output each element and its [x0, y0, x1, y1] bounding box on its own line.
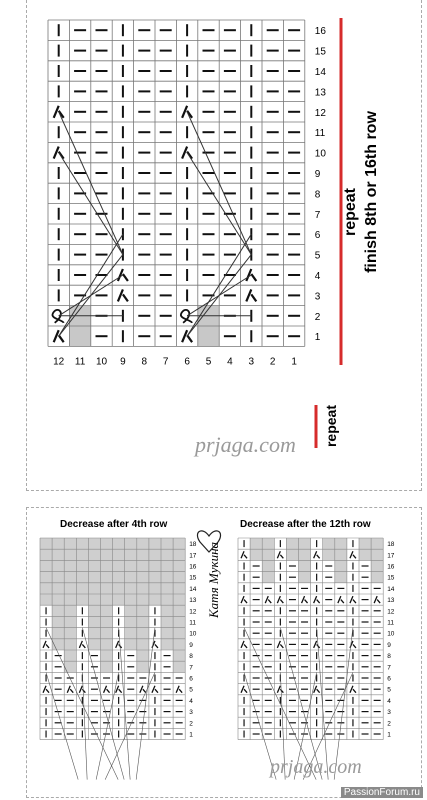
- no-stitch-cell: [69, 326, 90, 346]
- row-number-label: 15: [387, 574, 395, 582]
- column-number-label: 5: [205, 356, 212, 368]
- active-cell: [347, 684, 359, 695]
- row-number-label: 2: [189, 720, 193, 728]
- column-number-label: 9: [120, 356, 126, 368]
- row-number-label: 14: [314, 67, 326, 78]
- no-stitch-cell: [198, 326, 219, 346]
- active-cell: [113, 639, 125, 650]
- row-number-label: 13: [314, 87, 326, 99]
- decrease-symbol: [246, 289, 256, 301]
- main-knitting-chart: [48, 20, 326, 367]
- row-number-label: 15: [189, 574, 197, 582]
- row-number-label: 18: [387, 541, 395, 549]
- row-number-label: 10: [387, 630, 395, 638]
- row-number-label: 5: [189, 686, 193, 694]
- active-cell: [173, 684, 185, 695]
- column-number-label: 6: [184, 356, 190, 368]
- column-number-label: 3: [248, 356, 255, 368]
- row-number-label: 12: [314, 107, 326, 119]
- watermark-bottom: prjaga.com: [270, 756, 362, 778]
- active-cell: [149, 684, 161, 695]
- signature-text: Катя Мукина: [206, 541, 221, 619]
- row-number-label: 6: [189, 675, 193, 683]
- row-number-label: 4: [387, 697, 391, 705]
- row-number-label: 8: [189, 653, 193, 661]
- decrease-after-4th-chart: [40, 538, 197, 780]
- column-number-label: 12: [53, 356, 65, 368]
- row-number-label: 8: [387, 653, 391, 661]
- active-cell: [274, 684, 286, 695]
- row-number-label: 7: [314, 209, 321, 221]
- row-number-label: 6: [314, 230, 321, 242]
- row-number-label: 16: [387, 563, 395, 571]
- column-number-label: 4: [227, 356, 233, 368]
- row-number-label: 18: [189, 541, 197, 549]
- active-cell: [76, 684, 88, 695]
- active-cell: [101, 684, 113, 695]
- row-number-label: 16: [314, 26, 326, 38]
- row-number-label: 9: [189, 641, 193, 649]
- row-number-label: 13: [387, 597, 395, 605]
- bottom-repeat-label: repeat: [323, 404, 339, 448]
- column-number-label: 7: [162, 356, 169, 368]
- row-number-label: 6: [387, 675, 391, 683]
- row-number-label: 9: [387, 641, 391, 649]
- row-number-label: 4: [189, 697, 193, 705]
- twist-loop-symbol: [181, 310, 192, 323]
- footer-site-label: PassionForum.ru: [341, 787, 423, 798]
- row-number-label: 17: [189, 552, 197, 560]
- decrease-12th-title: Decrease after the 12th row: [240, 519, 371, 530]
- row-number-label: 1: [314, 332, 321, 344]
- row-number-label: 3: [387, 709, 391, 717]
- active-cell: [64, 684, 76, 695]
- column-number-label: 10: [95, 356, 108, 368]
- finish-row-side-label: finish 8th or 16th row: [363, 111, 380, 273]
- row-number-label: 10: [314, 148, 326, 160]
- twist-loop-symbol: [52, 310, 63, 323]
- row-number-label: 16: [189, 563, 197, 571]
- column-number-label: 8: [141, 356, 148, 368]
- row-number-label: 10: [189, 630, 197, 638]
- row-number-label: 9: [314, 169, 321, 180]
- row-number-label: 7: [189, 664, 193, 672]
- active-cell: [238, 684, 250, 695]
- row-number-label: 2: [387, 720, 391, 728]
- repeat-side-label: repeat: [342, 187, 359, 237]
- row-number-label: 5: [314, 250, 321, 262]
- row-number-label: 11: [387, 619, 394, 627]
- row-number-label: 8: [314, 189, 321, 201]
- row-number-label: 4: [314, 271, 321, 282]
- decrease-4th-title: Decrease after 4th row: [60, 519, 168, 530]
- row-number-label: 3: [314, 291, 321, 303]
- active-cell: [335, 594, 347, 605]
- row-number-label: 3: [189, 709, 193, 717]
- row-number-label: 1: [189, 731, 193, 739]
- row-number-label: 14: [387, 585, 395, 593]
- row-number-label: 14: [189, 585, 197, 593]
- row-number-label: 12: [189, 608, 197, 616]
- row-number-label: 12: [387, 608, 395, 616]
- row-number-label: 11: [189, 619, 196, 627]
- active-cell: [274, 594, 286, 605]
- row-number-label: 15: [314, 46, 326, 58]
- active-cell: [274, 639, 286, 650]
- row-number-label: 13: [189, 597, 197, 605]
- row-number-label: 5: [387, 686, 391, 694]
- column-number-label: 2: [269, 356, 276, 368]
- decrease-symbol: [118, 289, 128, 301]
- decrease-after-12th-chart: [238, 538, 395, 780]
- row-number-label: 17: [387, 552, 395, 560]
- row-number-label: 11: [314, 128, 326, 140]
- column-number-label: 11: [74, 356, 86, 368]
- row-number-label: 1: [387, 731, 391, 739]
- row-number-label: 2: [314, 311, 321, 323]
- active-cell: [40, 684, 52, 695]
- column-number-label: 1: [291, 356, 297, 368]
- row-number-label: 7: [387, 664, 391, 672]
- watermark-top: prjaga.com: [195, 432, 296, 457]
